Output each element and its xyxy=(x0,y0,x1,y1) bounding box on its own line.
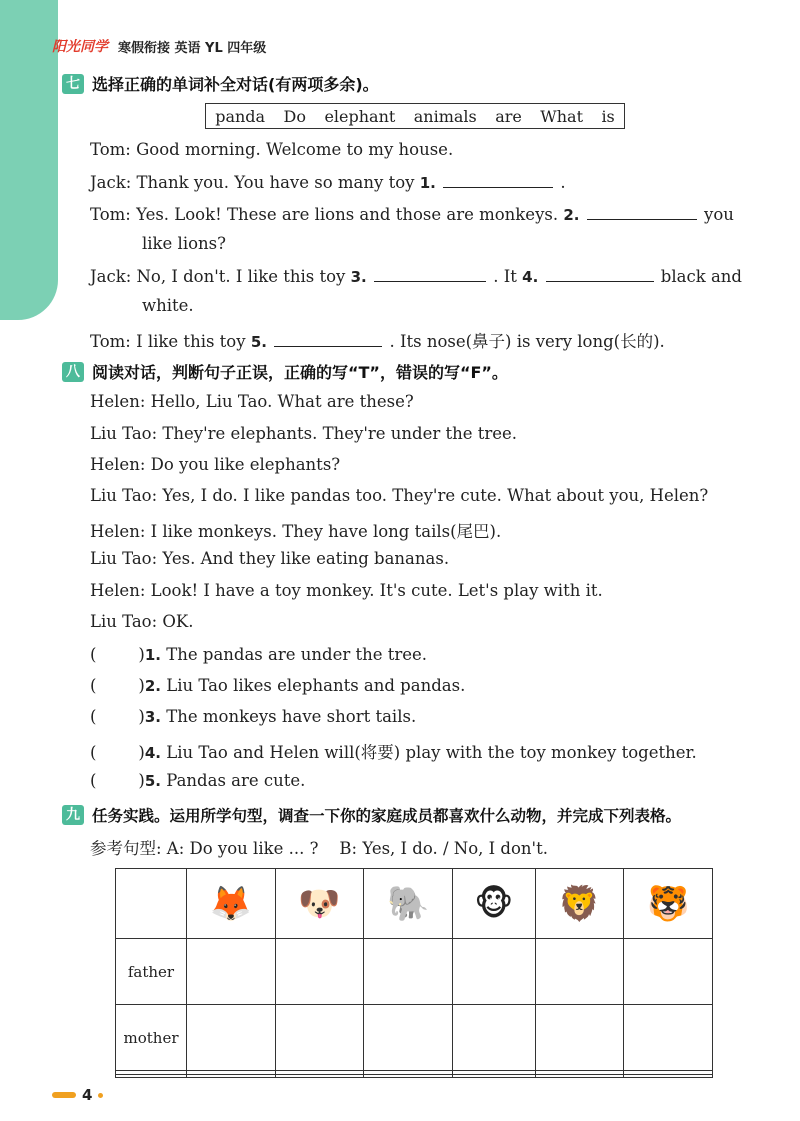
question-number: 4. xyxy=(144,744,161,762)
elephant-icon: 🐘 xyxy=(387,883,430,924)
line-text: black and xyxy=(660,267,742,286)
dialogue-line: Liu Tao: Yes. And they like eating bananas. xyxy=(90,549,450,568)
word-bank-item: elephant xyxy=(324,106,396,126)
dialogue-line: Helen: Do you like elephants? xyxy=(90,455,341,474)
dialogue-line xyxy=(90,203,734,224)
tf-question xyxy=(90,771,305,790)
answer-blank-4[interactable] xyxy=(546,265,654,282)
footer-dot xyxy=(98,1093,103,1098)
answer-paren[interactable]: ( ) xyxy=(90,645,145,664)
section-9-heading: 任务实践。运用所学句型，调查一下你的家庭成员都喜欢什么动物，并完成下列表格。 xyxy=(92,807,682,825)
line-text: Jack: Thank you. You have so many toy xyxy=(90,173,415,192)
page-footer xyxy=(52,1086,103,1104)
tf-question xyxy=(90,707,416,726)
word-bank-item: animals xyxy=(413,106,477,126)
word-bank-item: is xyxy=(601,106,615,126)
tf-question xyxy=(90,645,427,664)
page-number: 4 xyxy=(82,1086,93,1104)
answer-cell[interactable] xyxy=(364,939,453,1005)
green-side-band xyxy=(0,0,58,320)
answer-paren[interactable]: ( ) xyxy=(90,707,145,726)
answer-paren[interactable]: ( ) xyxy=(90,676,145,695)
dialogue-line xyxy=(90,265,742,286)
dialogue-line: Liu Tao: Yes, I do. I like pandas too. They're cute. What about you, Helen? xyxy=(90,486,709,505)
section-8-heading: 阅读对话，判断句子正误，正确的写“T”，错误的写“F”。 xyxy=(92,363,508,382)
answer-blank-2[interactable] xyxy=(587,203,697,220)
word-bank-item: What xyxy=(540,106,583,126)
answer-blank-3[interactable] xyxy=(374,265,486,282)
section-7-badge: 七 xyxy=(62,74,84,94)
question-text: Liu Tao likes elephants and pandas. xyxy=(166,676,466,695)
line-text: . It xyxy=(493,267,517,286)
footer-bar xyxy=(52,1092,76,1098)
dialogue-line xyxy=(90,171,566,192)
blank-number: 3. xyxy=(350,268,367,286)
answer-cell[interactable] xyxy=(535,1005,624,1071)
dialogue-line: Liu Tao: They're elephants. They're under the tree. xyxy=(90,424,518,443)
animal-header-cell xyxy=(187,869,276,939)
animal-header-cell xyxy=(624,869,713,939)
question-number: 1. xyxy=(144,646,161,664)
dialogue-line: white. xyxy=(142,296,194,315)
answer-cell[interactable] xyxy=(364,1074,453,1078)
blank-number: 5. xyxy=(250,333,267,351)
answer-paren[interactable]: ( ) xyxy=(90,743,145,762)
answer-cell[interactable] xyxy=(453,1005,535,1071)
animal-header-cell xyxy=(453,869,535,939)
answer-paren[interactable]: ( ) xyxy=(90,771,145,790)
dialogue-line: Helen: I like monkeys. They have long tails(尾巴). xyxy=(90,522,502,541)
dialogue-line: like lions? xyxy=(142,234,226,253)
dialogue-line xyxy=(90,328,665,352)
animal-header-cell xyxy=(364,869,453,939)
answer-cell[interactable] xyxy=(275,1074,364,1078)
dialogue-line: Liu Tao: OK. xyxy=(90,612,194,631)
table-row xyxy=(116,1005,713,1071)
section-7-title xyxy=(62,72,379,95)
line-text: Tom: Yes. Look! These are lions and those are monkeys. xyxy=(90,205,559,224)
word-bank-item: Do xyxy=(283,106,306,126)
header-subtitle: 寒假衔接 英语 YL 四年级 xyxy=(118,40,267,56)
section-9-badge: 九 xyxy=(62,805,84,825)
answer-cell[interactable] xyxy=(624,1074,713,1078)
line-text: . Its nose(鼻子) is very long(长的). xyxy=(389,332,665,351)
blank-number: 2. xyxy=(563,206,580,224)
survey-table xyxy=(115,868,713,1078)
animal-header-cell xyxy=(275,869,364,939)
question-text: Liu Tao and Helen will(将要) play with the toy monkey together. xyxy=(166,743,697,762)
question-text: Pandas are cute. xyxy=(166,771,306,790)
table-row xyxy=(116,939,713,1005)
answer-cell[interactable] xyxy=(535,939,624,1005)
blank-number: 4. xyxy=(522,268,539,286)
answer-cell[interactable] xyxy=(187,1074,276,1078)
answer-cell[interactable] xyxy=(187,939,276,1005)
question-number: 5. xyxy=(144,772,161,790)
blank-number: 1. xyxy=(419,174,436,192)
question-number: 3. xyxy=(144,708,161,726)
monkey-icon: 🐵 xyxy=(474,883,514,924)
line-text: Jack: No, I don't. I like this toy xyxy=(90,267,346,286)
dog-icon: 🐶 xyxy=(298,883,341,924)
answer-cell[interactable] xyxy=(453,939,535,1005)
line-text: you xyxy=(704,205,734,224)
brand-logo: 阳光同学 xyxy=(52,39,108,55)
question-text: The monkeys have short tails. xyxy=(166,707,417,726)
tf-question xyxy=(90,739,697,763)
dialogue-line: Helen: Hello, Liu Tao. What are these? xyxy=(90,392,414,411)
line-text: Tom: I like this toy xyxy=(90,332,246,351)
animal-header-cell xyxy=(535,869,624,939)
answer-blank-1[interactable] xyxy=(443,171,553,188)
question-text: The pandas are under the tree. xyxy=(166,645,428,664)
word-bank-item: are xyxy=(495,106,522,126)
word-bank xyxy=(205,103,625,129)
dialogue-line: Helen: Look! I have a toy monkey. It's cute. Let's play with it. xyxy=(90,581,603,600)
lion-icon: 🦁 xyxy=(558,883,601,924)
fox-icon: 🦊 xyxy=(209,883,253,924)
tiger-icon: 🐯 xyxy=(646,883,690,924)
answer-cell[interactable] xyxy=(275,939,364,1005)
answer-cell[interactable] xyxy=(535,1074,624,1078)
table-header-row xyxy=(116,869,713,939)
answer-cell[interactable] xyxy=(453,1074,535,1078)
tf-question xyxy=(90,676,465,695)
section-8-title xyxy=(62,360,508,383)
answer-blank-5[interactable] xyxy=(274,330,382,347)
section-9-title xyxy=(62,804,681,826)
line-text: . xyxy=(560,173,566,192)
section-8-badge: 八 xyxy=(62,362,84,382)
answer-cell[interactable] xyxy=(624,939,713,1005)
answer-cell[interactable] xyxy=(624,1005,713,1071)
answer-cell[interactable] xyxy=(275,1005,364,1071)
answer-cell[interactable] xyxy=(364,1005,453,1071)
word-bank-item: panda xyxy=(215,106,266,126)
table-row xyxy=(116,1074,713,1078)
dialogue-line: Tom: Good morning. Welcome to my house. xyxy=(90,140,454,159)
table-corner-cell xyxy=(116,869,187,939)
row-label[interactable] xyxy=(116,1074,187,1078)
row-label: mother xyxy=(116,1005,187,1071)
section-7-heading: 选择正确的单词补全对话(有两项多余)。 xyxy=(92,75,379,94)
answer-cell[interactable] xyxy=(187,1005,276,1071)
question-number: 2. xyxy=(144,677,161,695)
reference-sentence: 参考句型: A: Do you like ... ? B: Yes, I do. / No, I don't. xyxy=(90,839,548,858)
row-label: father xyxy=(116,939,187,1005)
page-header xyxy=(52,36,266,56)
